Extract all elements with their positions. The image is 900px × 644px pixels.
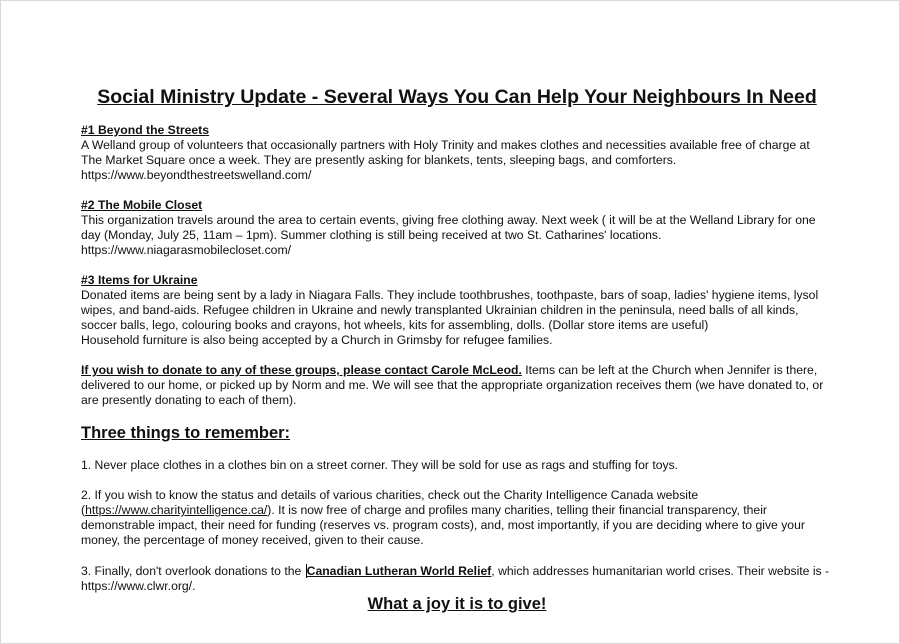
section-url: https://www.niagarasmobilecloset.com/ [81,243,291,257]
page-title: Social Ministry Update - Several Ways You Can Help Your Neighbours In Need [97,86,817,108]
section-url: https://www.beyondthestreetswelland.com/ [81,168,312,182]
section-extra: Household furniture is also being accepted by a Church in Grimsby for refugee families. [81,333,553,347]
donate-details: Items can be left at the Church when Jennifer is there, delivered to our home, or picked up by Norm and me. We will see that the appropriate organization receives them (we have donated to, or are presently donating to each of them). [81,363,824,407]
item-2-details: ). It is now free of charge and profiles many charities, telling their financial transparency, their demonstrable impact, their need for funding (reserves vs. program costs), and, most importantly, if you are deciding where to give your money, the percentage of money received, given to their cause. [81,503,805,547]
remember-item-text [81,564,833,594]
remember-item-1 [81,458,833,473]
section-beyond-the-streets [81,123,833,183]
remember-item-text [81,488,833,548]
section-mobile-closet [81,198,833,258]
donate-paragraph [81,363,833,408]
item-3-intro: 3. Finally, don't overlook donations to the [81,564,305,578]
section-heading: #3 Items for Ukraine [81,273,198,287]
closing-line: What a joy it is to give! [367,595,547,613]
remember-heading: Three things to remember: [81,424,291,442]
section-heading: #1 Beyond the Streets [81,123,210,137]
clwr-link[interactable]: Canadian Lutheran World Relief [306,564,492,578]
section-body: Donated items are being sent by a lady in Niagara Falls. They include toothbrushes, toothpaste, bars of soap, ladies' hygiene items, lysol wipes, and band-aids. Refugee children in Ukraine and newly transplanted Ukrainian children in the peninsula, need balls of all kinds, soccer balls, lego, colouring books and crayons, hot wheels, kits for assembling, dolls. (Dollar store items are useful) [81,288,819,332]
remember-item-text: 1. Never place clothes in a clothes bin on a street corner. They will be sold for use as rags and stuffing for toys. [81,458,679,472]
donate-contact: If you wish to donate to any of these groups, please contact Carole McLeod. [81,363,522,377]
section-items-for-ukraine [81,273,833,348]
item-2-intro: 2. If you wish to know the status and details of various charities, check out the Charity Intelligence Canada website ( [81,488,699,517]
section-heading: #2 The Mobile Closet [81,198,203,212]
remember-item-2 [81,488,833,548]
charity-intelligence-link[interactable]: https://www.charityintelligence.ca/ [85,503,268,517]
item-3-details: , which addresses humanitarian world crises. Their website is - https://www.clwr.org/. [81,564,830,593]
remember-item-3 [81,564,833,594]
section-body: This organization travels around the area to certain events, giving free clothing away. Next week ( it will be at the Welland Library for one day (Monday, July 25, 11am – 1pm). Summer clothing is still being received at two St. Catharines' locations. [81,213,816,242]
donate-text [81,363,833,408]
section-body: A Welland group of volunteers that occasionally partners with Holy Trinity and makes clothes and necessities available free of charge at The Market Square once a week. They are presently asking for blankets, tents, sleeping bags, and comforters. [81,138,810,167]
